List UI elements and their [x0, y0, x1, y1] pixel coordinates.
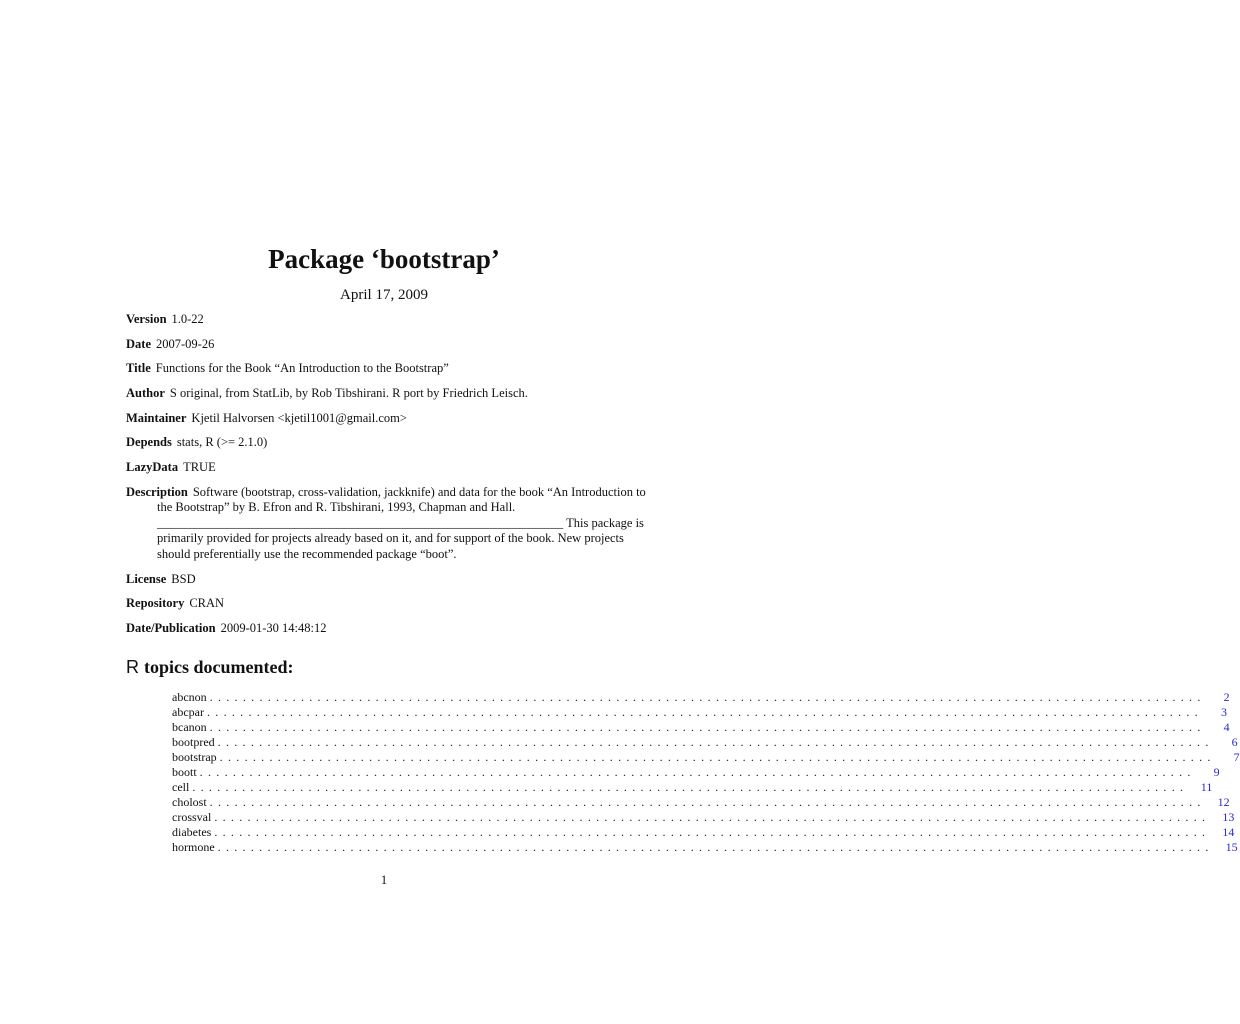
field-value: Functions for the Book “An Introduction to the Bootstrap” — [155, 361, 449, 376]
toc-page-link[interactable]: 7 — [1233, 750, 1240, 764]
toc-page-link[interactable]: 3 — [1220, 705, 1227, 719]
table-of-contents — [172, 690, 1240, 855]
field-value: 2009-01-30 14:48:12 — [220, 620, 327, 635]
toc-page-link[interactable]: 12 — [1217, 795, 1230, 809]
field-key: Date — [126, 336, 151, 351]
toc-leader-dots: ........................................................................................................................ — [209, 690, 1206, 704]
section-heading-text: topics documented: — [144, 657, 294, 677]
toc-page-link[interactable]: 2 — [1223, 690, 1230, 704]
toc-entry[interactable] — [172, 765, 1220, 780]
toc-leader-dots: ........................................................................................................................ — [214, 810, 1211, 824]
field-value: 2007-09-26 — [156, 336, 215, 351]
toc-entry-name: cholost — [172, 795, 207, 809]
field-key: Title — [126, 361, 151, 376]
toc-leader-dots: ........................................................................................................................ — [192, 780, 1189, 794]
toc-entry[interactable] — [172, 840, 1238, 855]
field-value: BSD — [171, 571, 196, 586]
toc-page-link[interactable]: 15 — [1225, 840, 1238, 854]
page-title: Package ‘bootstrap’ — [268, 244, 500, 274]
field-date-publication — [126, 621, 646, 637]
toc-leader-dots: ........................................................................................................................ — [206, 705, 1203, 719]
toc-entry-name: hormone — [172, 840, 215, 854]
r-logo-mark: R — [126, 657, 139, 677]
field-key: LazyData — [126, 460, 179, 475]
field-lazydata — [126, 460, 646, 476]
field-key: Description — [126, 484, 188, 499]
field-key: Author — [126, 386, 165, 401]
toc-leader-dots: ........................................................................................................................ — [217, 840, 1214, 854]
field-repository — [126, 596, 646, 612]
toc-entry-name: crossval — [172, 810, 212, 824]
field-value: Software (bootstrap, cross-validation, jackknife) and data for the book “An Introduction to the Bootstrap” by B. Efron and R. Tibshirani, 1993, Chapman and Hall. _________________________________________________________________ This package is primarily provided for projects already based on it, and for support of the book. New projects should preferentially use the recommended package “boot”. — [157, 484, 646, 561]
section-heading-topics — [126, 656, 294, 678]
toc-leader-dots: ........................................................................................................................ — [217, 735, 1214, 749]
toc-entry[interactable] — [172, 690, 1230, 705]
toc-entry[interactable] — [172, 720, 1230, 735]
field-author — [126, 386, 646, 402]
field-key: License — [126, 571, 167, 586]
field-value: TRUE — [183, 460, 216, 475]
field-value: Kjetil Halvorsen <kjetil1001@gmail.com> — [191, 410, 407, 425]
toc-entry-name: diabetes — [172, 825, 212, 839]
toc-entry-name: bcanon — [172, 720, 207, 734]
toc-page-link[interactable]: 13 — [1222, 810, 1235, 824]
toc-entry-name: abcnon — [172, 690, 207, 704]
toc-page-link[interactable]: 6 — [1231, 735, 1238, 749]
toc-page-link[interactable]: 14 — [1222, 825, 1235, 839]
field-date — [126, 337, 646, 353]
field-maintainer — [126, 411, 646, 427]
toc-entry[interactable] — [172, 795, 1230, 810]
description-fields — [126, 312, 646, 646]
toc-page-link[interactable]: 11 — [1200, 780, 1213, 794]
toc-leader-dots: ........................................................................................................................ — [214, 825, 1211, 839]
toc-leader-dots: ........................................................................................................................ — [199, 765, 1196, 779]
toc-entry[interactable] — [172, 810, 1235, 825]
toc-leader-dots: ........................................................................................................................ — [209, 795, 1206, 809]
field-key: Version — [126, 312, 167, 326]
field-value: stats, R (>= 2.1.0) — [176, 435, 268, 450]
field-key: Depends — [126, 435, 172, 450]
toc-entry[interactable] — [172, 750, 1240, 765]
field-license — [126, 572, 646, 588]
toc-entry-name: cell — [172, 780, 190, 794]
field-description — [126, 485, 646, 563]
toc-leader-dots: ........................................................................................................................ — [219, 750, 1216, 764]
page-number: 1 — [380, 873, 388, 887]
field-key: Maintainer — [126, 410, 187, 425]
toc-entry-name: abcpar — [172, 705, 204, 719]
field-title — [126, 361, 646, 377]
toc-leader-dots: ........................................................................................................................ — [209, 720, 1206, 734]
toc-entry[interactable] — [172, 705, 1227, 720]
field-value: CRAN — [189, 596, 225, 611]
toc-entry[interactable] — [172, 735, 1238, 750]
toc-page-link[interactable]: 4 — [1223, 720, 1230, 734]
field-key: Repository — [126, 596, 185, 611]
toc-entry-name: bootpred — [172, 735, 215, 749]
field-value: S original, from StatLib, by Rob Tibshirani. R port by Friedrich Leisch. — [169, 386, 528, 401]
toc-entry[interactable] — [172, 825, 1235, 840]
toc-page-link[interactable]: 9 — [1213, 765, 1220, 779]
field-version — [126, 312, 646, 328]
toc-entry-name: boott — [172, 765, 197, 779]
field-key: Date/Publication — [126, 620, 216, 635]
toc-entry-name: bootstrap — [172, 750, 217, 764]
field-depends — [126, 435, 646, 451]
field-value: 1.0-22 — [171, 312, 204, 326]
page-date: April 17, 2009 — [340, 287, 428, 303]
toc-entry[interactable] — [172, 780, 1213, 795]
